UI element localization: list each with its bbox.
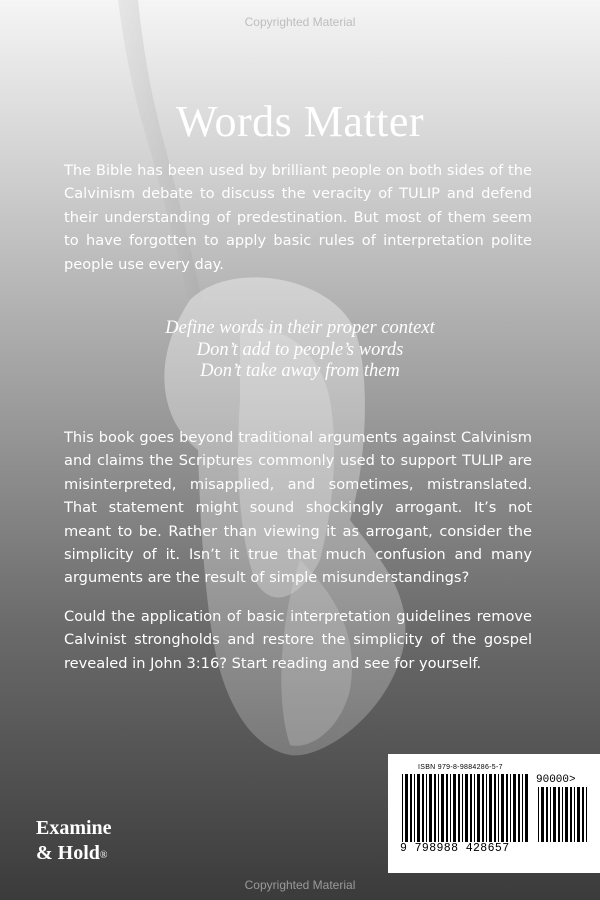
isbn-barcode	[388, 754, 600, 873]
barcode-bar	[522, 774, 523, 842]
barcode-bar	[426, 774, 427, 842]
barcode-bar	[458, 774, 460, 842]
barcode-bar	[477, 774, 480, 842]
barcode-bar	[441, 774, 444, 842]
ean-digits: 9 798988 428657	[400, 842, 510, 855]
barcode-bar	[565, 787, 568, 842]
barcode-bar	[562, 787, 563, 842]
barcode-bar	[462, 774, 463, 842]
barcode-bar	[410, 774, 412, 842]
cover-title: Words Matter	[175, 97, 425, 146]
publisher-logo	[36, 816, 112, 868]
principle-line: Define words in their proper context	[165, 318, 435, 338]
barcode-bar	[541, 787, 544, 842]
barcode-bar	[558, 787, 560, 842]
barcode-bar	[405, 774, 408, 842]
barcode-bar	[510, 774, 511, 842]
barcode-bar	[525, 774, 528, 842]
blurb-paragraph-1: The Bible has been used by brilliant people on both sides of the Calvinism debate to discuss the veracity of TULIP and defend their understanding of predestination. But most of them seem to have forgotten to apply basic rules of interpretation polite people use every day.	[64, 162, 532, 273]
copyright-watermark-top: Copyrighted Material	[244, 15, 356, 29]
barcode-bar	[429, 774, 432, 842]
barcode-bar	[582, 787, 584, 842]
barcode-bar	[577, 787, 580, 842]
barcode-bar	[546, 787, 548, 842]
barcode-bar	[518, 774, 520, 842]
copyright-watermark-bottom: Copyrighted Material	[244, 878, 356, 892]
barcode-bar	[513, 774, 516, 842]
barcode-bar	[474, 774, 475, 842]
barcode-bar	[417, 774, 420, 842]
publisher-name-line2: & Hold®	[36, 842, 108, 864]
barcode-bar	[486, 774, 487, 842]
barcode-bar	[434, 774, 436, 842]
key-principles	[0, 318, 600, 383]
blurb-paragraph-2: This book goes beyond traditional arguments against Calvinism and claims the Scriptures commonly used to support TULIP are misinterpreted, misapplied, and sometimes, mistranslated. That statement might sound shockingly arrogant. It’s not meant to be. Rather than viewing it as arrogant, consider the simplicity of it. Isn’t it true that much confusion and many arguments are the result of simple misunderstandings?	[64, 429, 532, 587]
barcode-bar	[538, 787, 539, 842]
barcode-bar	[498, 774, 499, 842]
barcode-bar	[446, 774, 448, 842]
barcode-bar	[506, 774, 508, 842]
isbn-label: ISBN 979-8-9884286-5-7	[418, 764, 503, 771]
principle-line: Don’t add to people’s words	[196, 339, 404, 360]
barcode-bar	[465, 774, 468, 842]
barcode-bar	[553, 787, 556, 842]
principle-line: Don’t take away from them	[200, 361, 400, 381]
barcode-bar	[414, 774, 415, 842]
publisher-name-line1: Examine	[36, 817, 112, 839]
barcode-bar	[453, 774, 456, 842]
barcode-bar	[470, 774, 472, 842]
barcode-bar	[482, 774, 484, 842]
barcode-bar	[402, 774, 403, 842]
price-code: 90000>	[536, 774, 576, 786]
barcode-bar	[586, 787, 587, 842]
barcode-bar	[450, 774, 451, 842]
barcode-bar	[501, 774, 504, 842]
blurb-paragraph-3: Could the application of basic interpretation guidelines remove Calvinist strongholds and restore the simplicity of the gospel revealed in John 3:16? Start reading and see for yourself.	[64, 608, 532, 672]
barcode-bar	[438, 774, 439, 842]
barcode-bar	[489, 774, 492, 842]
barcode-bar	[550, 787, 551, 842]
barcode-bar	[570, 787, 572, 842]
barcode-addon-bars	[538, 787, 588, 842]
barcode-bar	[494, 774, 496, 842]
barcode-bars	[402, 774, 530, 842]
registered-mark: ®	[99, 850, 108, 861]
barcode-bar	[422, 774, 424, 842]
barcode-bar	[574, 787, 575, 842]
